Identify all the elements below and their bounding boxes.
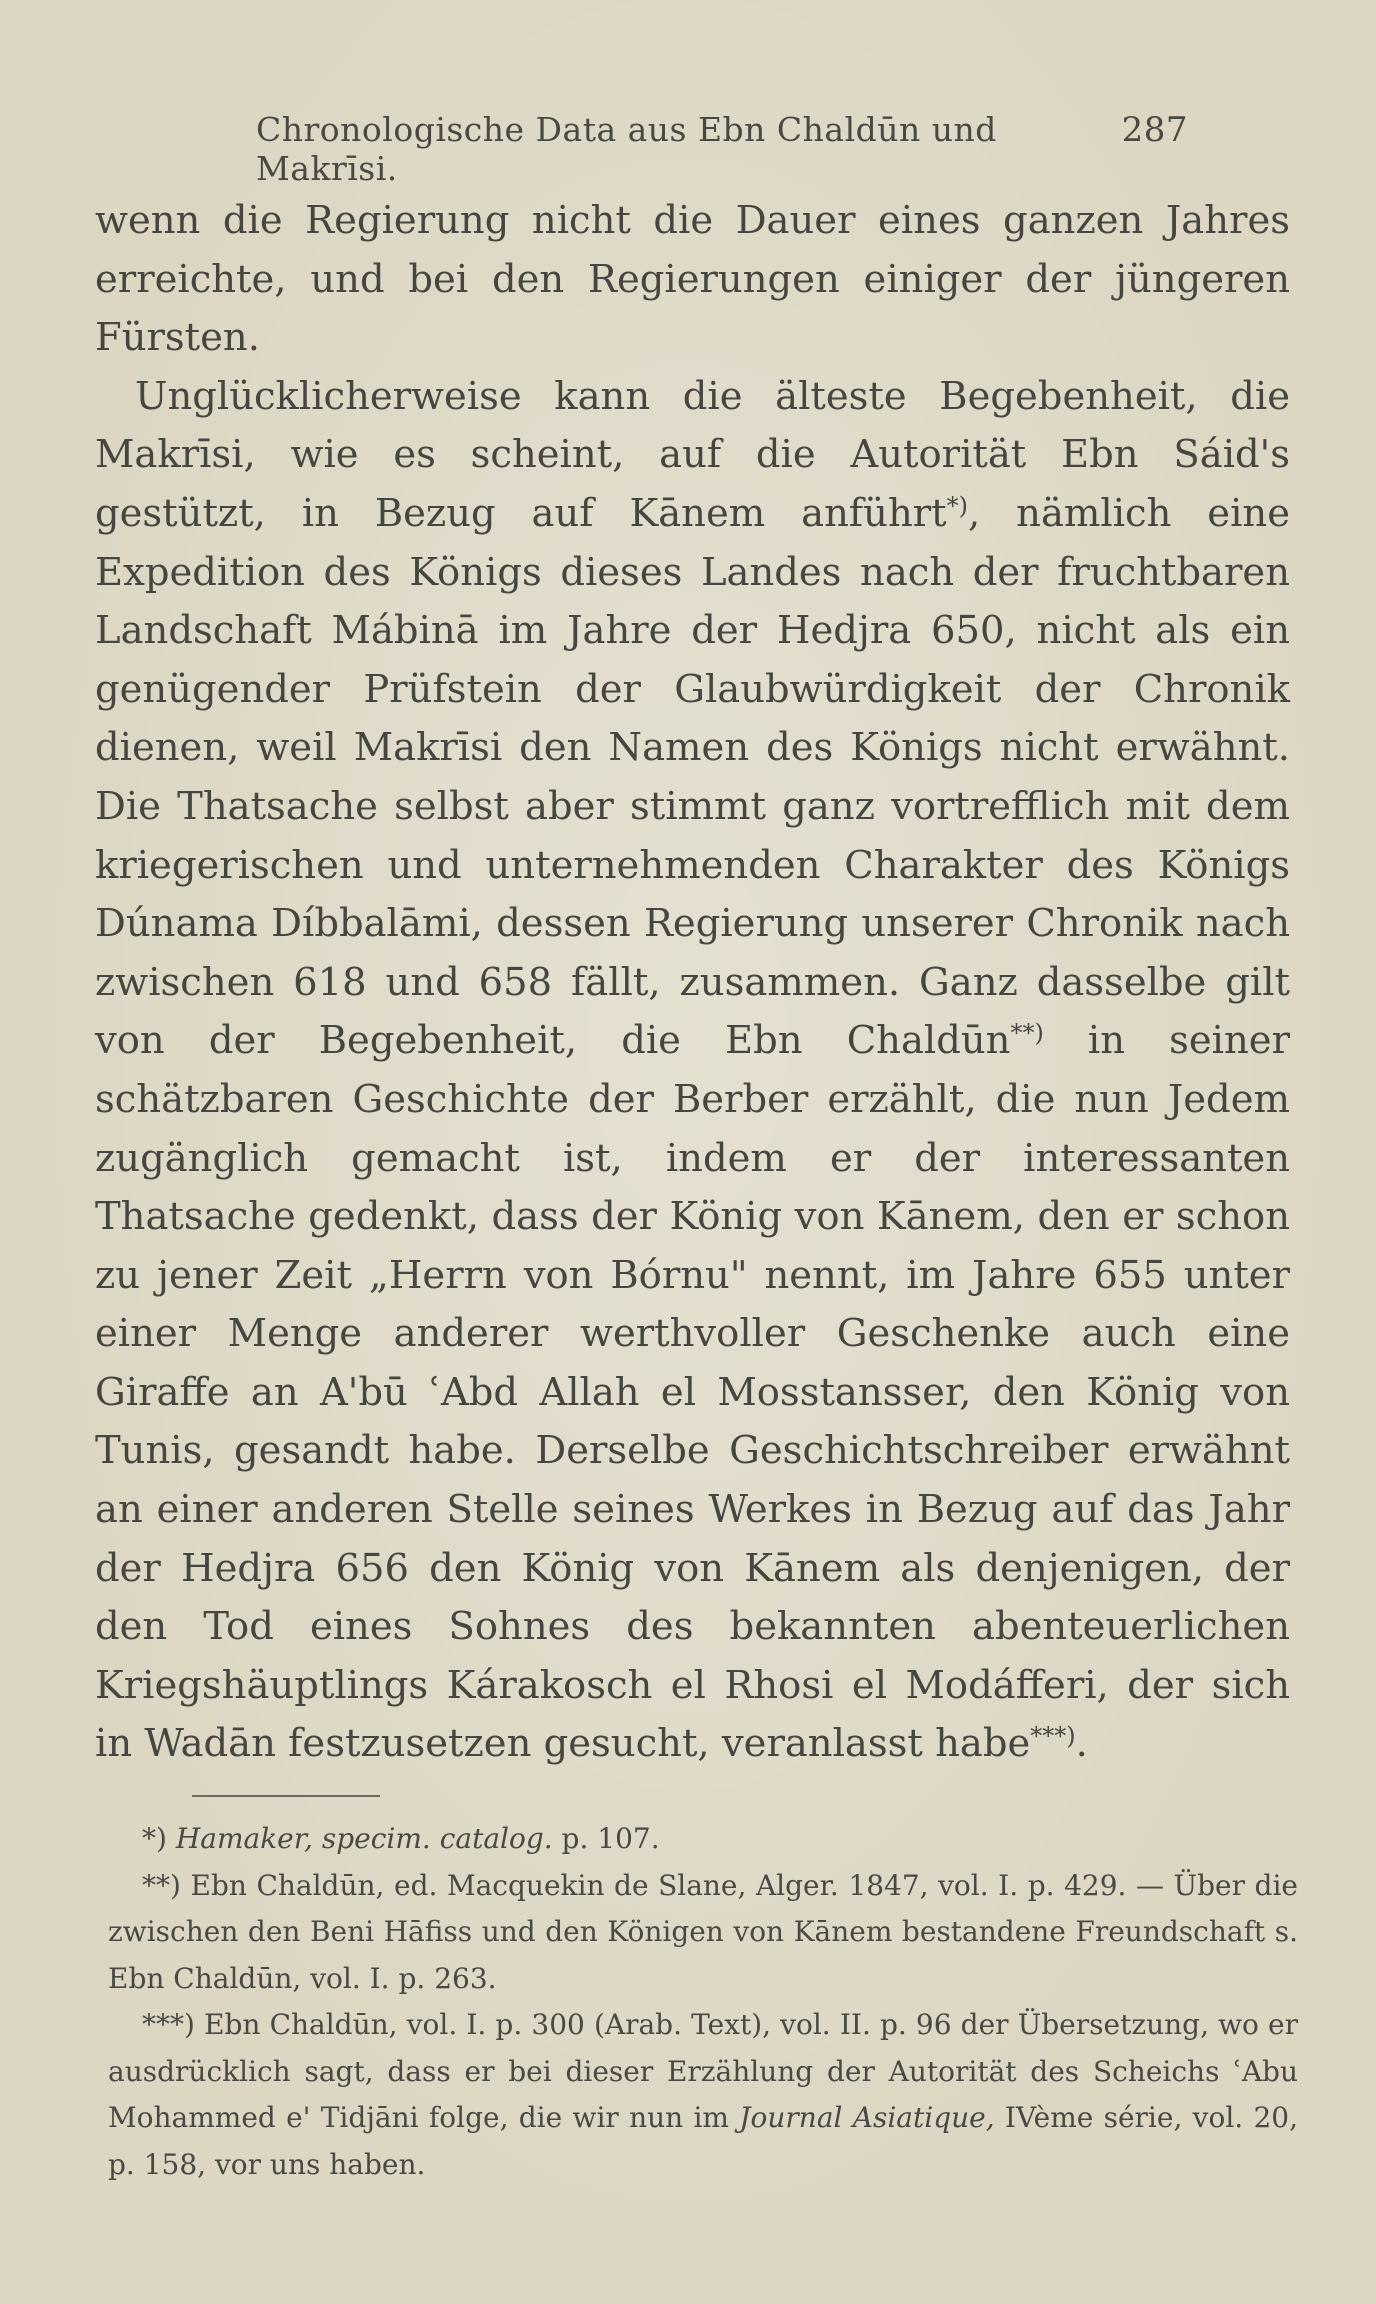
footnote-marker: ***) (142, 2008, 195, 2041)
paragraph-text: Unglücklicherweise kann die älteste Begebenheit, die Makrīsi, wie es scheint, auf die Autorität Ebn Sáid's gestützt, in Bezug auf Kānem anführt (95, 373, 1290, 536)
footnote-reference: ***) (1030, 1722, 1076, 1751)
paragraph-text: , nämlich eine Expedition des Königs dieses Landes nach der fruchtbaren Landschaft Mábinā im Jahre der Hedjra 650, nicht als ein genügender Prüfstein der Glaubwürdigkeit der Chronik dienen, weil Makrīsi den Namen des Königs nicht erwähnt. Die Thatsache selbst aber stimmt ganz vortrefflich mit dem kriegerischen und unternehmenden Charakter des Königs Dúnama Díbbalāmi, dessen Regierung unserer Chronik nach zwischen 618 und 658 fällt, zusammen. Ganz dasselbe gilt von der Begebenheit, die Ebn Chaldūn (95, 490, 1290, 1064)
footnote-marker: **) (142, 1868, 181, 1902)
paragraph (95, 368, 1290, 1774)
footnote-citation: Journal Asiatique, (739, 2101, 995, 2134)
running-head (256, 110, 1188, 188)
footnote-divider (192, 1795, 380, 1797)
paragraph-text: . (1075, 1721, 1088, 1767)
footnote-citation: Hamaker, specim. catalog. (175, 1822, 553, 1855)
footnote-text: Ebn Chaldūn, vol. I. p. 300 (Arab. Text), vol. II. p. 96 der Übersetzung, wo er ausdrücklich sagt, dass er bei dieser Erzählung der Autorität des Scheichs ʿAbu Mohammed e' Tidjāni folge, die wir nun im (108, 2008, 1298, 2134)
footnote-marker: *) (142, 1822, 167, 1855)
footnote-reference: **) (1010, 1019, 1044, 1048)
footnote (108, 1863, 1298, 2003)
page-number: 287 (1121, 110, 1188, 150)
paragraph-text: wenn die Regierung nicht die Dauer eines ganzen Jahres erreichte, und bei den Regierungen einiger der jüngeren Fürsten. (95, 198, 1290, 361)
paragraph-text: in seiner schätzbaren Geschichte der Berber erzählt, die nun Jedem zugänglich gemacht ist, indem er der interessanten Thatsache gedenkt, dass der König von Kānem, den er schon zu jener Zeit „Herrn von Bórnu" nennt, im Jahre 655 unter einer Menge anderer werthvoller Geschenke auch eine Giraffe an A'bū ʿAbd Allah el Mosstansser, den König von Tunis, gesandt habe. Derselbe Geschichtschreiber erwähnt an einer anderen Stelle seines Werkes in Bezug auf das Jahr der Hedjra 656 den König von Kānem als denjenigen, der den Tod eines Sohnes des bekannten abenteuerlichen Kriegshäuptlings Kárakosch el Rhosi el Modáfferi, der sich in Wadān festzusetzen gesucht, veranlasst habe (95, 1018, 1290, 1767)
paragraph (95, 192, 1290, 368)
footnote-reference: *) (946, 491, 969, 520)
footnote-text: p. 107. (552, 1822, 660, 1855)
footnote-text: Ebn Chaldūn, ed. Macquekin de Slane, Alger. 1847, vol. I. p. 429. — Über die zwischen den Beni Hāfiss und den Königen von Kānem bestandene Freundschaft s. Ebn Chaldūn, vol. I. p. 263. (108, 1868, 1299, 1995)
running-head-title: Chronologische Data aus Ebn Chaldūn und Makrīsi. (256, 110, 997, 188)
footnote-text: IVème série, vol. 20, p. 158, vor uns haben. (108, 2101, 1298, 2181)
footnotes (108, 1816, 1298, 2188)
footnote (108, 1816, 1298, 1863)
footnote (108, 2002, 1298, 2188)
main-text (95, 192, 1290, 1774)
